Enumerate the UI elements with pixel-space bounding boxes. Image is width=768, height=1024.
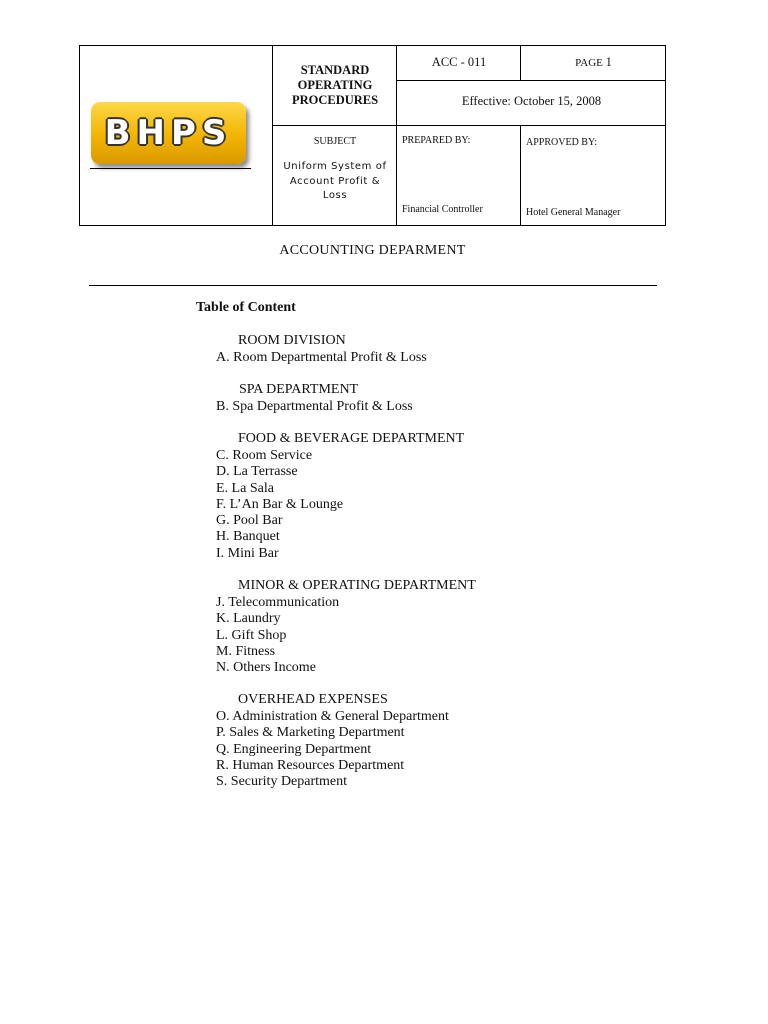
toc-item: E. La Sala [216,480,274,496]
toc-item: M. Fitness [216,643,276,659]
toc-item: A. Room Departmental Profit & Loss [216,350,427,365]
logo-text: BHPS [104,113,233,153]
bhps-logo [91,102,246,164]
toc-item: G. Pool Bar [216,513,283,529]
toc-items [216,448,343,562]
toc-items [216,595,339,676]
toc-item: R. Human Resources Department [216,757,405,773]
toc-item: L. Gift Shop [216,627,287,643]
department-title: ACCOUNTING DEPARMENT [279,243,466,258]
horizontal-rule [89,285,657,286]
toc-item: K. Laundry [216,611,281,627]
toc-item: J. Telecommunication [216,595,340,610]
subject-value-line: Account Profit & [289,175,381,187]
toc-section-heading: FOOD & BEVERAGE DEPARTMENT [238,431,465,446]
effective-date: Effective: October 15, 2008 [461,94,602,108]
subject-label: SUBJECT [313,136,357,147]
toc-item: N. Others Income [216,660,316,676]
subject-value-line: Uniform System of [283,161,387,172]
toc-item: O. Administration & General Department [216,709,449,724]
prepared-by-value: Financial Controller [402,204,483,215]
document-code: ACC - 011 [431,55,487,69]
subject-value [273,160,397,204]
toc-section-heading: SPA DEPARTMENT [239,382,359,397]
sop-title [273,63,397,108]
page-label: PAGE [575,57,603,69]
sop-header-table [79,45,666,226]
toc-section-heading: ROOM DIVISION [238,333,346,348]
logo-underline [90,168,251,169]
sop-title-line: PROCEDURES [291,93,379,107]
toc-section [239,382,358,398]
toc-item: P. Sales & Marketing Department [216,725,405,741]
page-number: 1 [605,55,612,69]
toc-section [238,431,464,447]
toc-item: S. Security Department [216,774,348,790]
toc-item: D. La Terrasse [216,464,298,480]
prepared-by-label: PREPARED BY: [402,135,471,146]
toc-item: C. Room Service [216,448,313,463]
toc-items [216,350,427,366]
toc-item: B. Spa Departmental Profit & Loss [216,399,413,414]
toc-section-heading: OVERHEAD EXPENSES [238,692,388,707]
approved-by-label: APPROVED BY: [526,137,598,148]
toc-section-heading: MINOR & OPERATING DEPARTMENT [238,578,476,593]
page-indicator [521,55,666,70]
subject-value-line: Loss [322,190,348,201]
header-divider [396,80,665,81]
toc-item: I. Mini Bar [216,545,279,561]
toc-section [238,578,476,594]
toc-title: Table of Content [196,300,296,315]
header-divider [520,125,521,225]
approved-by-value: Hotel General Manager [526,207,621,218]
toc-item: F. L’An Bar & Lounge [216,496,344,512]
sop-title-line: STANDARD [300,63,370,77]
toc-section [238,692,388,708]
toc-item: Q. Engineering Department [216,741,372,757]
toc-section [238,333,346,349]
sop-title-line: OPERATING [297,78,373,92]
toc-items [216,399,413,415]
toc-item: H. Banquet [216,529,280,545]
toc-items [216,709,449,790]
header-divider [272,125,665,126]
